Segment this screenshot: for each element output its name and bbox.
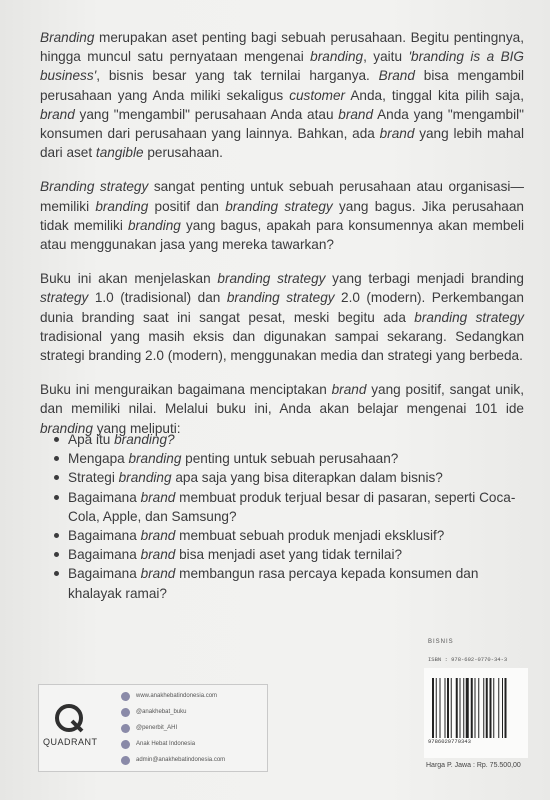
twitter-icon: [121, 724, 130, 733]
contact-email[interactable]: admin@anakhebatindonesia.com: [121, 752, 225, 768]
publisher-contacts: [121, 688, 225, 768]
genre-label: BISNIS: [428, 639, 454, 645]
contact-website[interactable]: www.anakhebatindonesia.com: [121, 688, 225, 704]
contact-twitter[interactable]: @penerbit_AHI: [121, 720, 225, 736]
list-item: Bagaimana brand membangun rasa percaya kepada konsumen dan khalayak ramai?: [54, 564, 524, 602]
list-item: Bagaimana brand membuat sebuah produk menjadi eksklusif?: [54, 526, 524, 545]
list-item: Bagaimana brand membuat produk terjual besar di pasaran, seperti Coca-Cola, Apple, dan Samsung?: [54, 488, 524, 526]
email-icon: [121, 756, 130, 765]
list-item: Bagaimana brand bisa menjadi aset yang tidak ternilai?: [54, 545, 524, 564]
blurb-text: [40, 28, 524, 453]
globe-icon: [121, 692, 130, 701]
instagram-icon: [121, 708, 130, 717]
list-item: Strategi branding apa saja yang bisa diterapkan dalam bisnis?: [54, 468, 524, 487]
paragraph: Buku ini menguraikan bagaimana menciptakan brand yang positif, sangat unik, dan memiliki nilai. Melalui buku ini, Anda akan belajar mengenai 101 ide branding yang meliputi:: [40, 382, 524, 436]
barcode-number: 9786020770343: [428, 738, 471, 745]
quadrant-logo-icon: [52, 701, 86, 735]
contact-instagram[interactable]: @anakhebat_buku: [121, 704, 225, 720]
paragraph: Branding strategy sangat penting untuk sebuah perusahaan atau organisasi—memiliki branding positif dan branding strategy yang bagus. Jika perusahaan tidak memiliki branding yang bagus, apakah para konsumennya akan membeli atau menggunakan jasa yang mereka tawarkan?: [40, 179, 524, 253]
publisher-logo-text: QUADRANT: [43, 737, 98, 747]
topic-list: [54, 430, 524, 603]
list-item: Apa itu branding?: [54, 430, 524, 449]
paragraph: Buku ini akan menjelaskan branding strategy yang terbagi menjadi branding strategy 1.0 (tradisional) dan branding strategy 2.0 (modern). Perkembangan dunia branding saat ini sangat pesat, meski begitu ada branding strategy tradisional yang masih eksis dan digunakan sampai sekarang. Sedangkan strategi branding 2.0 (modern), menggunakan media dan strategi yang berbeda.: [40, 271, 524, 364]
paragraph: Branding merupakan aset penting bagi sebuah perusahaan. Begitu pentingnya, hingga muncul satu pernyataan mengenai branding, yaitu 'branding is a BIG business', bisnis besar yang tak ternilai harganya. Brand bisa mengambil perusahaan yang Anda miliki sekaligus customer Anda, tinggal kita pilih saja, brand yang "mengambil" perusahaan Anda atau brand Anda yang "mengambil" konsumen dari perusahaan yang lainnya. Bahkan, ada brand yang lebih mahal dari aset tangible perusahaan.: [40, 30, 525, 161]
facebook-icon: [121, 740, 130, 749]
list-item: Mengapa branding penting untuk sebuah perusahaan?: [54, 449, 524, 468]
barcode-icon: [432, 678, 524, 738]
price-label: Harga P. Jawa : Rp. 75.500,00: [426, 762, 521, 769]
isbn-label: ISBN : 978-602-0770-34-3: [428, 656, 508, 663]
contact-facebook[interactable]: Anak Hebat Indonesia: [121, 736, 225, 752]
